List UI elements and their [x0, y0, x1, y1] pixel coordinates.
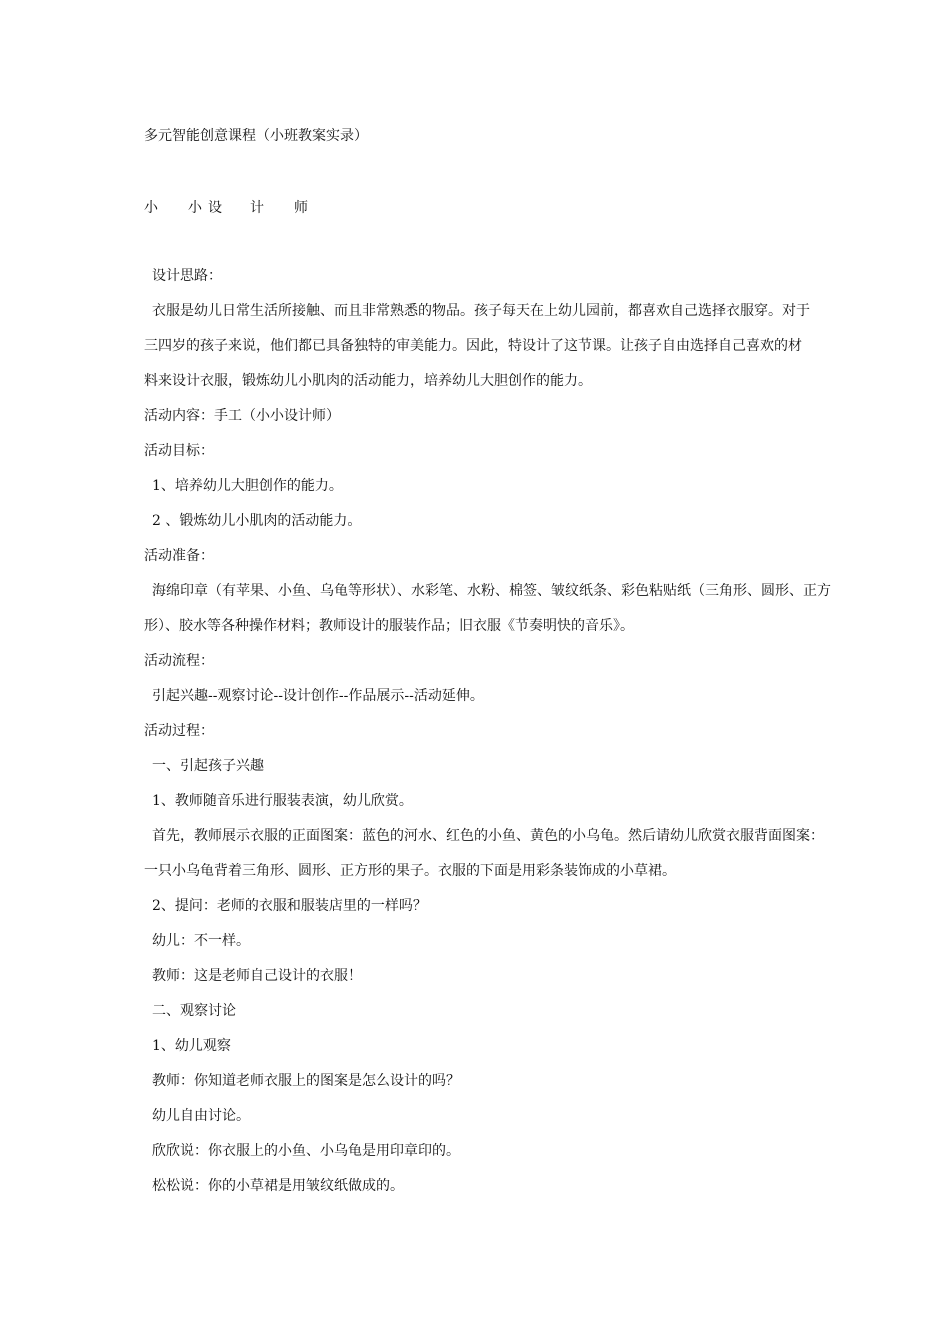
list-item: 1、教师随音乐进行服装表演，幼儿欣赏。: [152, 793, 413, 809]
paragraph-line: 一只小乌龟背着三角形、圆形、正方形的果子。衣服的下面是用彩条装饰成的小草裙。: [144, 863, 676, 879]
lesson-title-char: 计: [250, 200, 264, 216]
section-heading: 活动目标：: [144, 443, 214, 459]
dialogue-line: 松松说：你的小草裙是用皱纹纸做成的。: [152, 1178, 404, 1194]
dialogue-line: 教师：这是老师自己设计的衣服！: [152, 968, 362, 984]
lesson-title-char: 师: [294, 200, 308, 216]
paragraph-line: 海绵印章（有苹果、小鱼、乌龟等形状）、水彩笔、水粉、棉签、皱纹纸条、彩色粘贴纸（三角形、圆形、正方: [152, 583, 831, 599]
section-heading: 活动准备：: [144, 548, 214, 564]
lesson-title-char: 小: [144, 200, 158, 216]
section-heading: 活动内容：手工（小小设计师）: [144, 408, 340, 424]
dialogue-line: 幼儿：不一样。: [152, 933, 250, 949]
document-title: 多元智能创意课程（小班教案实录）: [144, 128, 368, 144]
paragraph-line: 形）、胶水等各种操作材料；教师设计的服装作品；旧衣服《节奏明快的音乐》。: [144, 618, 634, 634]
list-item: 2 、锻炼幼儿小肌肉的活动能力。: [152, 513, 362, 529]
subsection-heading: 一、引起孩子兴趣: [152, 758, 264, 774]
section-heading: 活动过程：: [144, 723, 214, 739]
section-heading: 活动流程：: [144, 653, 214, 669]
paragraph-line: 料来设计衣服，锻炼幼儿小肌肉的活动能力，培养幼儿大胆创作的能力。: [144, 373, 592, 389]
dialogue-line: 欣欣说：你衣服上的小鱼、小乌龟是用印章印的。: [152, 1143, 460, 1159]
list-item: 1、幼儿观察: [152, 1038, 231, 1054]
paragraph-line: 引起兴趣--观察讨论--设计创作--作品展示--活动延伸。: [152, 688, 484, 704]
list-item: 2、提问：老师的衣服和服装店里的一样吗？: [152, 898, 427, 914]
paragraph-line: 幼儿自由讨论。: [152, 1108, 250, 1124]
subsection-heading: 二、观察讨论: [152, 1003, 236, 1019]
dialogue-line: 教师：你知道老师衣服上的图案是怎么设计的吗？: [152, 1073, 460, 1089]
paragraph-line: 三四岁的孩子来说，他们都已具备独特的审美能力。因此，特设计了这节课。让孩子自由选择自己喜欢的材: [144, 338, 802, 354]
section-heading: 设计思路：: [152, 268, 222, 284]
paragraph-line: 首先，教师展示衣服的正面图案：蓝色的河水、红色的小鱼、黄色的小乌龟。然后请幼儿欣赏衣服背面图案：: [152, 828, 824, 844]
lesson-title-char: 小: [188, 200, 202, 216]
paragraph-line: 衣服是幼儿日常生活所接触、而且非常熟悉的物品。孩子每天在上幼儿园前，都喜欢自己选择衣服穿。对于: [152, 303, 810, 319]
list-item: 1、培养幼儿大胆创作的能力。: [152, 478, 343, 494]
lesson-title-char: 设: [208, 200, 222, 216]
